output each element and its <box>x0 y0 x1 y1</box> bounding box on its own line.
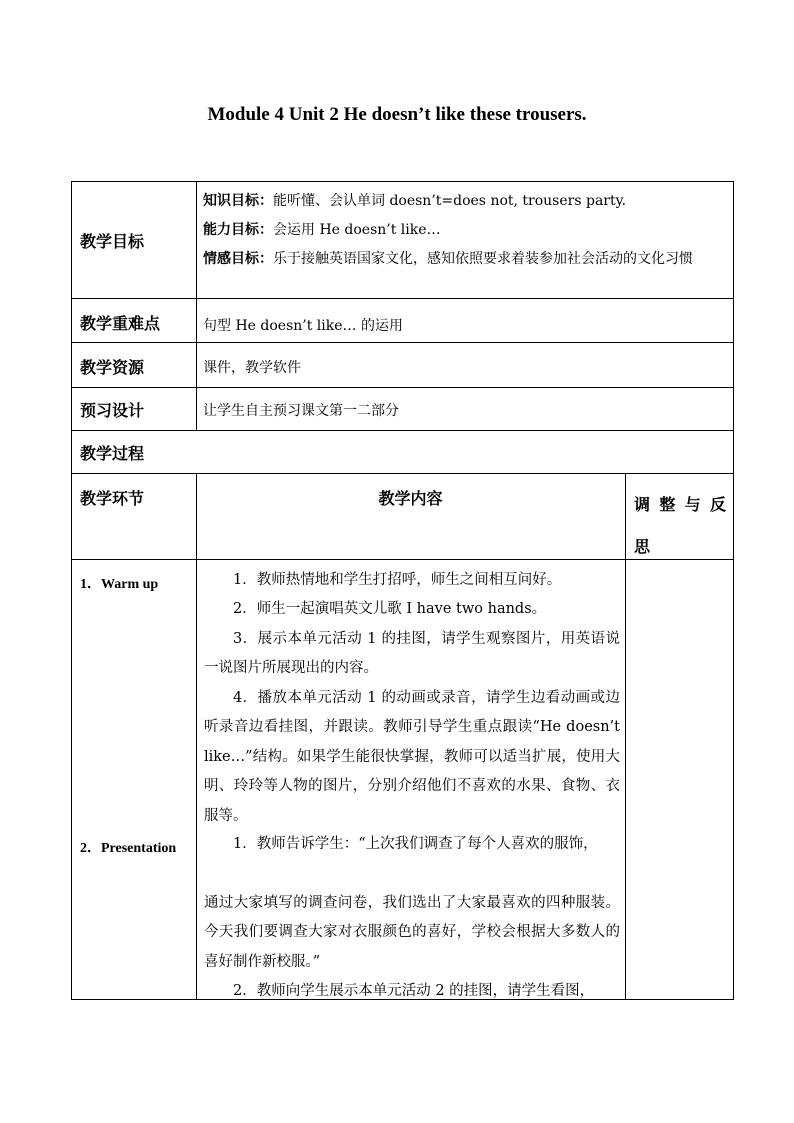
resources-text: 课件，教学软件 <box>203 360 301 376</box>
column-divider <box>196 181 197 431</box>
preview-label: 预习设计 <box>80 401 145 420</box>
table-border-left <box>71 181 72 1000</box>
section-warm-up: 1．Warm up <box>80 577 159 592</box>
page-title: Module 4 Unit 2 He doesn’t like these trousers. <box>207 104 587 125</box>
col-header-reflection: 调 整 与 反 思 <box>634 495 726 556</box>
column-divider <box>196 473 197 1000</box>
table-border-right <box>733 181 734 1000</box>
key-points-label: 教学重难点 <box>80 314 161 333</box>
column-divider <box>625 473 626 1000</box>
goal-knowledge: 知识目标：能听懂、会认单词 doesn’t=does not, trousers party. <box>203 193 627 209</box>
row-divider <box>71 387 734 388</box>
col-header-content: 教学内容 <box>378 489 443 508</box>
content-paragraph: 3．展示本单元活动 1 的挂图，请学生观察图片，用英语说一说图片所展现出的内容。 <box>204 631 620 677</box>
content-paragraph: 1．教师热情地和学生打招呼，师生之间相互问好。 <box>233 572 562 588</box>
col-header-stage: 教学环节 <box>80 489 145 508</box>
goal-ability: 能力目标：会运用 He doesn’t like… <box>203 222 441 238</box>
content-paragraph: 通过大家填写的调查问卷，我们选出了大家最喜欢的四种服装。今天我们要调查大家对衣服颜色的喜好，学校会根据大多数人的喜好制作新校服。” <box>204 895 620 970</box>
content-paragraph: 2．教师向学生展示本单元活动 2 的挂图，请学生看图， <box>233 983 595 999</box>
goals-label: 教学目标 <box>80 232 145 251</box>
goal-emotion: 情感目标：乐于接触英语国家文化，感知依照要求着装参加社会活动的文化习惯 <box>203 251 693 267</box>
row-divider <box>71 298 734 299</box>
row-divider <box>71 342 734 343</box>
table-border-top <box>71 181 734 182</box>
table-border-bottom <box>71 999 734 1000</box>
key-points-text: 句型 He doesn’t like… 的运用 <box>203 318 403 334</box>
preview-text: 让学生自主预习课文第一二部分 <box>203 403 399 419</box>
content-paragraph: 2．师生一起演唱英文儿歌 I have two hands。 <box>233 601 547 617</box>
resources-label: 教学资源 <box>80 358 145 377</box>
goals-content <box>203 187 729 273</box>
row-divider <box>71 430 734 431</box>
content-paragraph: 1．教师告诉学生：“上次我们调查了每个人喜欢的服饰， <box>233 836 598 852</box>
row-divider <box>71 473 734 474</box>
section-presentation: 2．Presentation <box>80 841 177 856</box>
process-label: 教学过程 <box>80 444 145 463</box>
content-paragraph: 4．播放本单元活动 1 的动画或录音，请学生边看动画或边听录音边看挂图，并跟读。教师引导学生重点跟读“He doesn’t like…”结构。如果学生能很快掌握，教师可以适当扩展，使用大明、玲玲等人物的图片，分别介绍他们不喜欢的水果、食物、衣服等。 <box>204 690 620 824</box>
